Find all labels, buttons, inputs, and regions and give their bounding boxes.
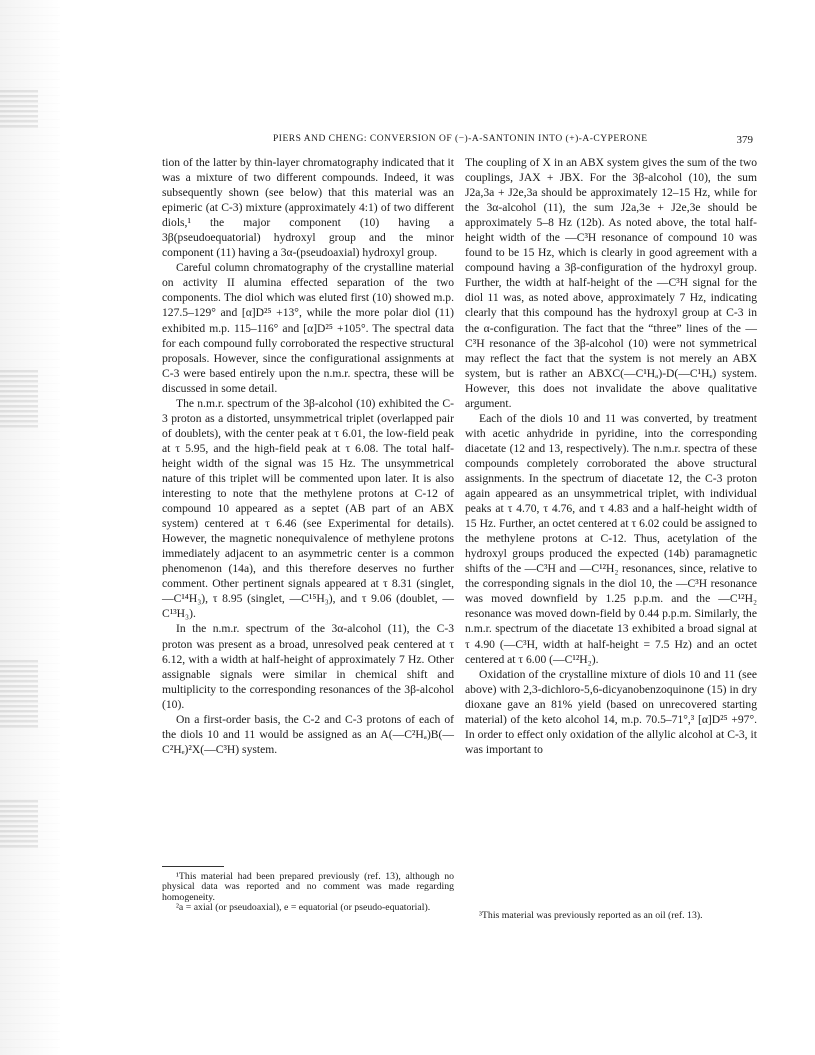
footnotes-left <box>162 872 454 914</box>
right-column <box>465 155 757 757</box>
scan-margin <box>0 0 60 1055</box>
footnote-divider <box>162 866 224 867</box>
paragraph: Careful column chromatography of the crystalline material on activity II alumina effected separation of the two components. The diol which was eluted first (10) showed m.p. 127.5–129° and [α]D²⁵ +13°, while the more polar diol (11) exhibited m.p. 115–116° and [α]D²⁵ +105°. The spectral data for each compound fully corroborated the respective structural proposals. However, since the configurational assignments at C-3 were based entirely upon the n.m.r. spectra, these will be discussed in some detail. <box>162 261 454 395</box>
paragraph: Oxidation of the crystalline mixture of diols 10 and 11 (see above) with 2,3-dichloro-5,6-dicyanobenzoquinone (15) in dry dioxane gave an 81% yield (based on unrecovered starting material) of the keto alcohol 14, m.p. 70.5–71°,³ [α]D²⁵ +97°. In order to effect only oxidation of the allylic alcohol at C-3, it was important to <box>465 667 757 756</box>
running-header <box>273 134 753 144</box>
paragraph: tion of the latter by thin-layer chromatography indicated that it was a mixture of two different compounds. Indeed, it was subsequently shown (see below) that this material was an epimeric (at C-3) mixture (approximately 4:1) of two different diols,¹ the major component (10) having a 3β(pseudoequatorial) hydroxyl group and the minor component (11) having a 3α-(pseudoaxial) hydroxyl group. <box>162 156 454 260</box>
page-number: 379 <box>736 134 753 146</box>
paragraph: The coupling of X in an ABX system gives the sum of the two couplings, JAX + JBX. For the 3β-alcohol (10), the sum J2a,3a + J2e,3a should be approximately 12–15 Hz, while for the 3α-alcohol (11), the sum J2a,3e + J2e,3e should be approximately 5–8 Hz (12b). As noted above, the total half-height width of the —C³H resonance of compound 10 was found to be 15 Hz, which is clearly in good agreement with a compound having a 3β-configuration of the hydroxyl group. Further, the width at half-height of the —C³H signal for the diol 11 was, as noted above, approximately 7 Hz, indicating clearly that this compound has the hydroxyl group at C-3 in the α-configuration. The fact that the “three” lines of the —C³H resonance of the 3β-alcohol (10) were not symmetrical may reflect the fact that the system is not merely an ABX system, but is rather an ABXC(—C¹Hₐ)-D(—C¹Hₑ) system. However, this does not invalidate the above qualitative argument. <box>465 156 757 410</box>
scan-artifact <box>0 90 38 130</box>
footnotes-right <box>465 911 757 921</box>
running-title: PIERS AND CHENG: CONVERSION OF (−)-Α-SANTONIN INTO (+)-Α-CYPERONE <box>273 134 648 144</box>
footnote: ¹This material had been prepared previously (ref. 13), although no physical data was reported and no comment was made regarding homogeneity. <box>162 871 454 903</box>
footnote: ²a = axial (or pseudoaxial), e = equatorial (or pseudo-equatorial). <box>176 902 431 914</box>
scan-artifact <box>0 660 38 730</box>
paragraph: Each of the diols 10 and 11 was converted, by treatment with acetic anhydride in pyridine, into the corresponding diacetate (12 and 13, respectively). The n.m.r. spectra of these compounds completely corroborated the above structural assignments. In the spectrum of diacetate 12, the C-3 proton again appeared as an unsymmetrical triplet, with individual peaks at τ 4.70, τ 4.76, and τ 4.83 and a half-height width of 15 Hz. Further, an octet centered at τ 6.02 could be assigned to the methylene protons at C-12. Thus, acetylation of the hydroxyl groups produced the expected (14b) paramagnetic shifts of the —C³H and —C¹²H₂ resonances, since, relative to the corresponding signals in the diol 10, the —C³H resonance was moved downfield by 1.25 p.p.m. and the —C¹²H₂ resonance was moved down-field by 0.44 p.p.m. Similarly, the n.m.r. spectrum of the diacetate 13 exhibited a broad signal at τ 4.90 (—C³H, width at half-height = 7.5 Hz) and an octet centered at τ 6.00 (—C¹²H₂). <box>465 411 757 666</box>
scan-artifact <box>0 800 38 850</box>
footnote: ³This material was previously reported as an oil (ref. 13). <box>479 910 703 921</box>
paragraph: In the n.m.r. spectrum of the 3α-alcohol (11), the C-3 proton was present as a broad, unresolved peak centered at τ 6.12, with a width at half-height of approximately 7 Hz. Other assignable signals were similar in chemical shift and multiplicity to the corresponding resonances of the 3β-alcohol (10). <box>162 622 454 711</box>
left-column <box>162 155 454 757</box>
scan-artifact <box>0 370 38 430</box>
paragraph: On a first-order basis, the C-2 and C-3 protons of each of the diols 10 and 11 would be assigned as an A(—C²Hₐ)B(—C²Hₑ)²X(—C³H) system. <box>162 712 454 756</box>
paragraph: The n.m.r. spectrum of the 3β-alcohol (10) exhibited the C-3 proton as a distorted, unsymmetrical triplet (overlapped pair of doublets), with the center peak at τ 6.01, the low-field peak at τ 5.95, and the high-field peak at τ 6.08. The total half-height width of the signal was 15 Hz. The unsymmetrical nature of this triplet will be commented upon later. It is also interesting to note that the methylene protons at C-12 of compound 10 appeared as a septet (AB part of an ABX system) centered at τ 6.46 (see Experimental for details). However, the magnetic nonequivalence of methylene protons immediately adjacent to an asymmetric center is a common phenomenon (14a), and this therefore deserves no further comment. Other pertinent signals appeared at τ 8.31 (singlet, —C¹⁴H₃), τ 8.95 (singlet, —C¹⁵H₃), and τ 9.06 (doublet, —C¹³H₃). <box>162 396 454 621</box>
